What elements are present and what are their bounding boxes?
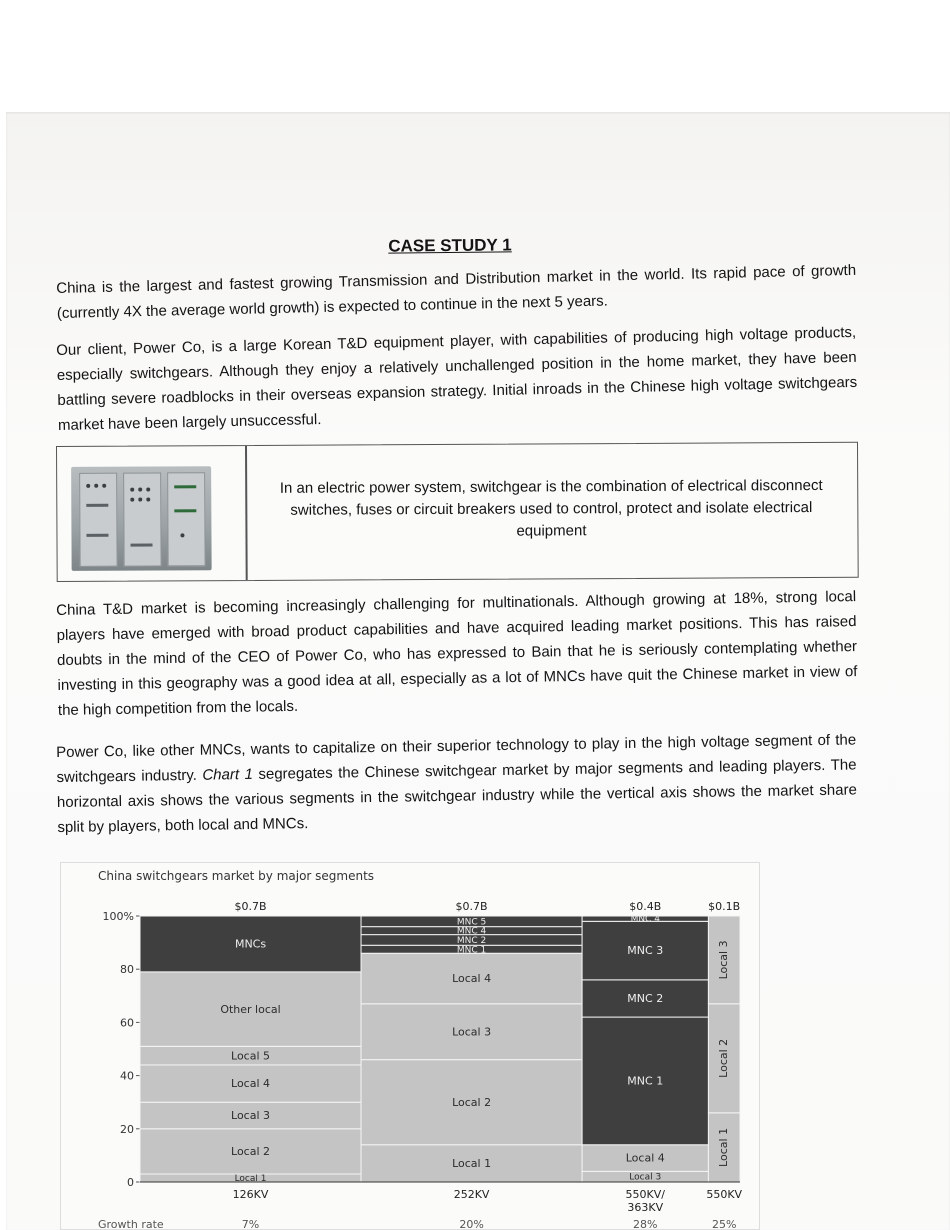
growth-rate-value: 25%: [711, 1218, 737, 1230]
segment-label: Local 4: [625, 1151, 665, 1165]
segment-size-label: $0.7B: [455, 900, 488, 913]
segment-label: Local 2: [717, 1038, 731, 1078]
y-tick-label: 20: [120, 1122, 134, 1136]
chart-reference: Chart 1: [202, 765, 254, 784]
intro-paragraph: China is the largest and fastest growing Transmission and Distribution market in the world. Its rapid pace of growth (currently 4X the average world growth) is expected to continue in the next 5 years.: [56, 261, 857, 322]
x-category-label: 252KV: [453, 1188, 490, 1201]
segment-label: MNC 1: [456, 945, 487, 956]
segment-size-label: $0.7B: [234, 900, 267, 913]
growth-rate-value: 28%: [633, 1218, 658, 1230]
chart-intro-paragraph: Power Co, like other MNCs, wants to capitalize on their superior technology to play in the high voltage segment of the switchgears industry. Chart 1 segregates the Chinese switchgear market by major segments and leading players. The horizontal axis shows the various segments in the switchgear industry while the vertical axis shows the market share split by players, both local and MNCs.: [56, 731, 858, 836]
market-paragraph: China T&D market is becoming increasingly challenging for multinationals. Although growing at 18%, strong local players have emerged with broad product capabilities and have acquired leading market positions. This has raised doubts in the mind of the CEO of Power Co, who has expressed to Bain that he is seriously contemplating whether investing in this geography was a good idea at all, especially as a lot of MNCs have quit the Chinese market in view of the high competition from the locals.: [56, 588, 858, 719]
segment-label: MNC 1: [627, 1074, 664, 1088]
segment-label: Local 1: [234, 1174, 267, 1185]
client-paragraph: Our client, Power Co, is a large Korean T&D equipment player, with capabilities of producing high voltage products, especially switchgears. Although they enjoy a relatively unchallenged position in the home market, they have been battling severe roadblocks in their overseas expansion strategy. Initial inroads in the Chinese high voltage switchgears market have been largely unsuccessful.: [56, 323, 858, 434]
segment-label: MNC 2: [456, 935, 487, 946]
chart-svg: [60, 862, 760, 1230]
segment-label: Local 3: [452, 1025, 492, 1039]
y-tick-label: 0: [127, 1176, 134, 1189]
segment-label: Local 4: [452, 972, 492, 986]
x-category-label: 550KV/: [625, 1188, 665, 1201]
switchgear-photo-icon: [71, 466, 212, 571]
growth-rate-value: 7%: [241, 1218, 260, 1230]
segment-size-label: $0.1B: [708, 900, 741, 913]
document-title: CASE STUDY 1: [388, 235, 512, 256]
growth-rate-value: 20%: [459, 1218, 484, 1230]
segment-label: Local 5: [231, 1049, 271, 1063]
segment-label: Local 4: [231, 1077, 271, 1091]
segment-label: Local 1: [717, 1127, 731, 1167]
segment-label: MNC 4: [630, 914, 660, 925]
segment-size-label: $0.4B: [629, 900, 662, 913]
segment-label: Local 1: [452, 1157, 492, 1171]
segment-label: MNC 3: [627, 944, 664, 958]
y-tick-label: 100%: [102, 910, 134, 923]
growth-rate-label: Growth rate: [98, 1218, 164, 1230]
segment-label: Local 2: [452, 1095, 492, 1109]
definition-box: [56, 442, 859, 582]
segment-label: Local 3: [231, 1109, 271, 1123]
segment-label: Local 2: [231, 1145, 271, 1159]
marimekko-chart: [60, 862, 760, 1230]
segment-label: Local 3: [629, 1172, 662, 1183]
switchgear-definition: In an electric power system, switchgear is the combination of electrical disconnect switches, fuses or circuit breakers used to control, protect and isolate electrical equipment: [279, 476, 823, 540]
x-category-label: 126KV: [232, 1188, 269, 1201]
x-category-label: 550KV: [706, 1188, 743, 1201]
segment-label: MNCs: [234, 937, 267, 951]
segment-label: MNC 4: [456, 926, 487, 937]
chart-title: China switchgears market by major segments: [98, 869, 375, 883]
y-tick-label: 60: [120, 1016, 134, 1030]
segment-label: Local 3: [717, 940, 731, 980]
segment-label: Other local: [220, 1002, 281, 1016]
segment-label: MNC 5: [456, 917, 487, 928]
y-tick-label: 40: [120, 1069, 134, 1083]
segment-label: MNC 2: [627, 992, 664, 1006]
y-tick-label: 80: [120, 963, 134, 977]
x-category-label: 363KV: [627, 1201, 664, 1214]
